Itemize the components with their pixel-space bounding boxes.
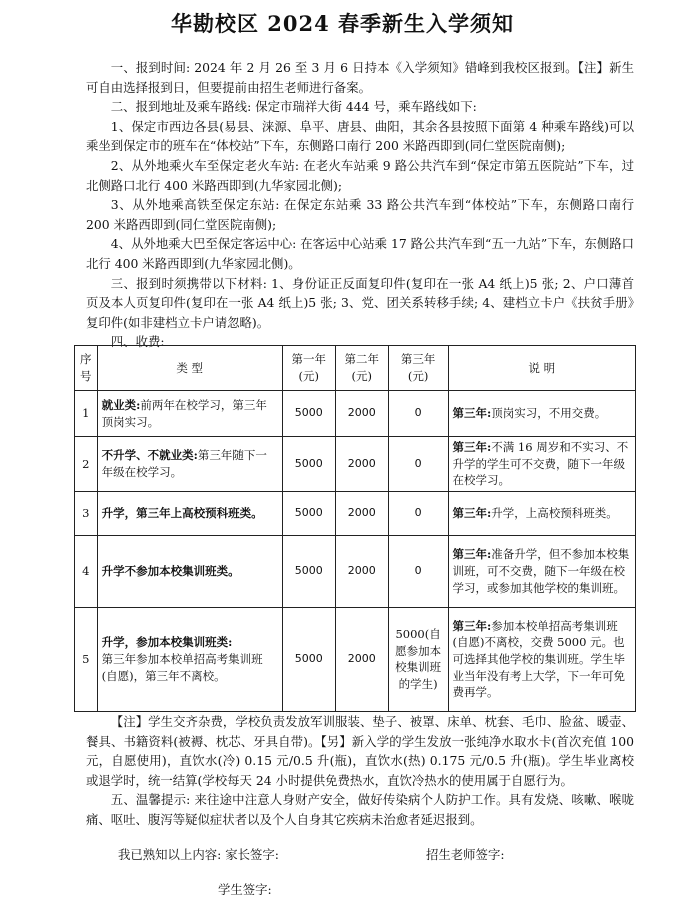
header-year1: 第一年(元) [282,346,335,391]
row-type-bold: 升学不参加本校集训班类。 [101,563,240,578]
row-year1: 5000 [282,607,335,711]
row-year3: 0 [388,535,448,607]
table-row [75,391,636,437]
row-desc-text: 不满 16 周岁和不实习、不升学的学生可不交费，随下一年级在校学习。 [452,440,629,488]
row-seq: 3 [75,491,98,535]
row-year1: 5000 [282,535,335,607]
paragraph-registration-time: 一、报到时间: 2024 年 2 月 26 至 3 月 6 日持本《入学须知》错峰到我校区报到。【注】新生可自由选择报到日，但要提前由招生老师进行备案。 [86,60,634,95]
row-type [97,391,282,437]
row-desc-text: 升学，上高校预科班类。 [491,505,618,520]
row-desc [448,535,636,607]
paragraph-address: 二、报到地址及乘车路线: 保定市瑞祥大街 444 号，乘车路线如下: [110,99,477,115]
row-type [97,437,282,492]
paragraph-fees-heading: 四、收费: [110,334,165,350]
row-type-text: 第三年随下一年级在校学习。 [101,448,267,479]
parent-signature: 我已熟知以上内容: 家长签字: [118,847,279,862]
row-desc-bold: 第三年: [452,406,492,421]
header-year3: 第三年(元) [388,346,448,391]
table-row [75,535,636,607]
row-year1: 5000 [282,391,335,437]
row-year2: 2000 [335,391,388,437]
row-year2: 2000 [335,607,388,711]
notes-section [86,712,634,830]
row-seq: 5 [75,607,98,711]
intro-section [86,58,634,352]
table-row [75,491,636,535]
student-signature: 学生签字: [218,882,272,897]
row-desc [448,391,636,437]
row-desc-text: 准备升学，但不参加本校集训班，可不交费，随下一年级在校学习，或参加其他学校的集训班。 [452,547,630,595]
row-type [97,535,282,607]
row-desc-bold: 第三年: [452,547,492,562]
teacher-signature: 招生老师签字: [426,847,505,862]
row-year3: 0 [388,437,448,492]
paragraph-route-3: 3、从外地乘高铁至保定东站: 在保定东站乘 33 路公共汽车到“体校站”下车，东侧路口南行 200 米路西即到(同仁堂医院南侧); [86,197,634,232]
row-seq: 2 [75,437,98,492]
paragraph-route-1: 1、保定市西边各县(易县、涞源、阜平、唐县、曲阳，其余各县按照下面第 4 种乘车路线)可以乘坐到保定市的班车在“体校站”下车，东侧路口南行 200 米路西即到(同仁堂医院南侧); [86,118,634,154]
row-year3: 5000(自愿参加本校集训班的学生) [388,607,448,711]
row-year2: 2000 [335,535,388,607]
row-seq: 4 [75,535,98,607]
paragraph-route-4: 4、从外地乘大巴至保定客运中心: 在客运中心站乘 17 路公共汽车到“五一九站”下车，东侧路口北行 400 米路西即到(九华家园北侧)。 [86,236,634,271]
row-type-bold: 升学，参加本校集训班类: [101,635,233,650]
table-row [75,437,636,492]
row-desc-bold: 第三年: [452,440,492,454]
paragraph-tips: 五、温馨提示: 来往途中注意人身财产安全，做好传染病个人防护工作。具有发烧、咳嗽、喉咙痛、呕吐、腹泻等疑似症状者以及个人自身其它疾病未治愈者延迟报到。 [86,792,634,827]
row-type-bold: 就业类: [101,397,141,412]
header-seq: 序号 [75,346,98,391]
header-desc: 说 明 [448,346,636,391]
row-type-text: 前两年在校学习，第三年顶岗实习。 [101,397,267,429]
row-year2: 2000 [335,491,388,535]
row-type-bold: 升学，第三年上高校预科班类。 [101,505,263,520]
row-year1: 5000 [282,491,335,535]
paragraph-route-2: 2、从外地乘火车至保定老火车站: 在老火车站乘 9 路公共汽车到“保定市第五医院站”下车，过北侧路口北行 400 米路西即到(九华家园北侧); [86,157,634,193]
paragraph-notes: 【注】学生交齐杂费，学校负责发放军训服装、垫子、被罩、床单、枕套、毛巾、脸盆、暖壶、餐具、书籍资料(被褥、枕芯、牙具自带)。【另】新入学的学生发放一张纯净水取水卡(首次充值 100 元，自愿使用)，直饮水(冷) 0.15 元/0.5 升(瓶)，直饮水(热) 0.175 元/0.5 升(瓶)。学生毕业离校或退学时，统一结算(学校每天 24 小时提供免费热水，直饮冷热水的使用属于自愿行为。 [86,714,634,788]
row-desc-bold: 第三年: [452,618,492,633]
row-desc-bold: 第三年: [452,505,492,520]
row-year2: 2000 [335,437,388,492]
row-desc [448,437,636,492]
row-desc-text: 顶岗实习，不用交费。 [491,406,607,421]
row-seq: 1 [75,391,98,437]
row-type [97,607,282,711]
row-desc [448,607,636,711]
page-title: 华勘校区 2024 春季新生入学须知 [170,11,515,36]
header-year2: 第二年(元) [335,346,388,391]
table-row [75,607,636,711]
row-year3: 0 [388,491,448,535]
row-desc [448,491,636,535]
row-desc-text: 参加本校单招高考集训班(自愿)不离校，交费 5000 元。也可选择其他学校的集训班。学生毕业当年没有考上大学，下一年可免费再学。 [452,618,625,700]
row-type-text: 第三年参加本校单招高考集训班(自愿)，第三年不离校。 [101,651,263,683]
row-year3: 0 [388,391,448,437]
fee-table-header-row [75,346,636,391]
fee-table [74,345,636,712]
header-type: 类 型 [97,346,282,391]
row-year1: 5000 [282,437,335,492]
paragraph-materials: 三、报到时须携带以下材料: 1、身份证正反面复印件(复印在一张 A4 纸上)5 张; 2、户口薄首页及本人页复印件(复印在一张 A4 纸上)5 张; 3、党、团关系转移手续; 4、建档立卡户《扶贫手册》复印件(如非建档立卡户请忽略)。 [86,275,634,330]
row-type [97,491,282,535]
row-type-bold: 不升学、不就业类: [101,448,198,463]
